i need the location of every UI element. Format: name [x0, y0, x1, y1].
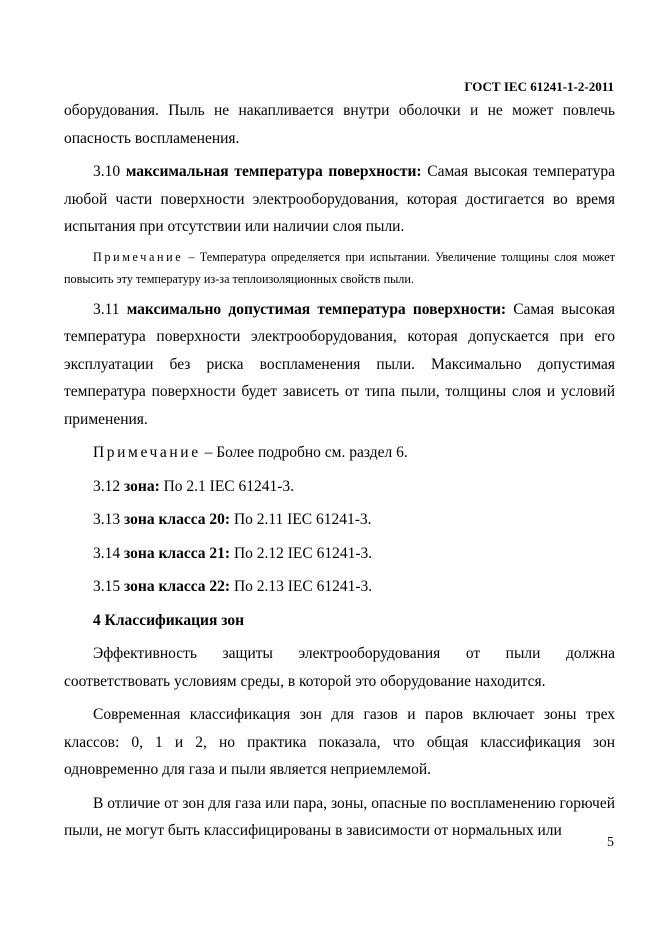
defined-term: зона: — [124, 477, 160, 495]
definition-3-10 — [64, 158, 615, 241]
definition-3-14 — [64, 540, 615, 568]
definition-text: Самая высокая температура любой части поверхности электрооборудования, которая достигается во время испытания при отсутствии или наличии слоя пыли. — [64, 163, 615, 235]
section-4-paragraph-3: В отличие от зон для газа или пара, зоны, опасные по воспламенению горючей пыли, не могут быть классифицированы в зависимости от нормальных или — [64, 794, 615, 839]
paragraph-continuation: оборудования. Пыль не накапливается внутри оболочки и не может повлечь опасность воспламенения. — [64, 102, 615, 147]
definition-text: По 2.11 IEC 61241-3. — [230, 511, 372, 528]
note-label: Примечание — [93, 249, 184, 264]
note-text: – Более подробно см. раздел 6. — [200, 444, 408, 461]
defined-term: зона класса 22: — [124, 578, 231, 595]
clause-number: 3.13 — [93, 511, 124, 528]
clause-number: 3.12 — [93, 477, 124, 495]
section-4-paragraph-1: Эффективность защиты электрооборудования от пыли должна соответствовать условиям среды, в которой это оборудование находится. — [64, 645, 615, 690]
note-section-reference — [64, 439, 615, 467]
clause-number: 3.15 — [93, 578, 124, 595]
note-temperature — [64, 246, 615, 290]
definition-text: По 2.13 IEC 61241-3. — [230, 578, 373, 595]
definition-3-15 — [64, 573, 615, 601]
defined-term: максимальная температура поверхности: — [125, 163, 422, 180]
section-4-paragraph-2: Современная классификация зон для газов и паров включает зоны трех классов: 0, 1 и 2, но практика показала, что общая классификация зон одновременно для газа и пыли является неприемлемой. — [64, 706, 615, 778]
definition-text: По 2.12 IEC 61241-3. — [230, 544, 373, 562]
clause-number: 3.14 — [93, 544, 124, 562]
defined-term: максимально допустимая температура поверхности: — [126, 300, 507, 318]
note-text: – Температура определяется при испытании. Увеличение толщины слоя может повысить эту температуру из-за теплоизоляционных свойств пыли. — [64, 249, 615, 286]
document-body — [64, 97, 615, 845]
defined-term: зона класса 20: — [124, 511, 231, 528]
definition-text: Самая высокая температура поверхности электрооборудования, которая допускается при его эксплуатации без риска воспламенения пыли. Максимально допустимая температура поверхности будет зависеть от типа пыли, толщины слоя и условий применения. — [64, 300, 615, 428]
section-heading — [64, 607, 615, 635]
clause-number: 3.11 — [93, 300, 127, 318]
defined-term: зона класса 21: — [124, 544, 231, 562]
page-header-standard: ГОСТ IEC 61241-1-2-2011 — [464, 79, 614, 94]
section-4-title: 4 Классификация зон — [93, 611, 245, 629]
page-number: 5 — [607, 835, 614, 850]
definition-3-12 — [64, 473, 615, 501]
clause-number: 3.10 — [93, 163, 126, 180]
definition-3-13 — [64, 506, 615, 534]
note-label: Примечание — [93, 444, 201, 461]
definition-3-11 — [64, 296, 615, 434]
definition-text: По 2.1 IEC 61241-3. — [159, 477, 295, 495]
